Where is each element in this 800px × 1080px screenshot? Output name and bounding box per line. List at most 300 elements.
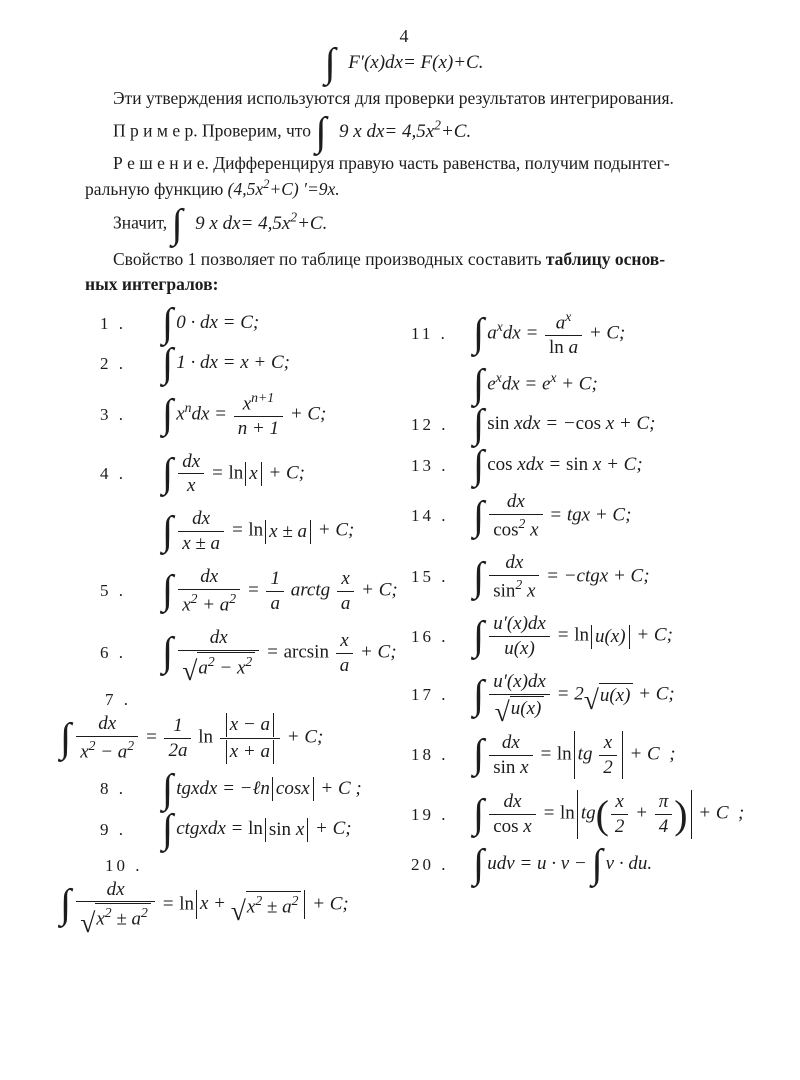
exponent: x [565, 308, 572, 324]
fraction [334, 630, 356, 677]
item-number: 15 . [411, 567, 449, 587]
math-function-name: ln [556, 743, 572, 765]
integral-sign: ∫ [473, 310, 485, 356]
denominator [76, 902, 155, 938]
math-text: = [140, 726, 163, 748]
square-root [80, 903, 151, 938]
exponent: 2 [518, 516, 526, 532]
math-text: = tgx + C; [544, 504, 632, 526]
table-row [60, 690, 405, 764]
integral-sign: ∫ [591, 841, 603, 887]
math-text: = [226, 520, 249, 542]
math-text: arctg [285, 579, 335, 601]
math-text: a [568, 336, 579, 358]
integral-sign: ∫ [324, 40, 336, 85]
numerator [336, 630, 354, 654]
table-column-left [60, 299, 405, 942]
math-text: x [295, 818, 305, 840]
math-text: udv = u · v − [487, 853, 592, 875]
item-number: 20 . [411, 854, 449, 874]
math-text: 4 [658, 816, 669, 838]
exponent: n+1 [251, 389, 275, 405]
radical-sign: √ [494, 696, 510, 728]
math-text: a [339, 654, 350, 676]
table-row [405, 671, 748, 728]
fraction [543, 309, 584, 359]
numerator [178, 451, 204, 475]
math-text: tg [580, 803, 596, 825]
math-text: = [534, 743, 557, 765]
formula [473, 361, 598, 407]
table-row [60, 340, 405, 386]
math-function-name: sin [487, 413, 515, 435]
denominator [655, 815, 673, 838]
exponent: 2 [190, 590, 198, 606]
formula [473, 613, 673, 660]
math-text: − a [95, 741, 128, 763]
math-text: + C; [355, 641, 397, 663]
math-text: + C; [356, 579, 398, 601]
property-bold-1: таблицу основ- [545, 249, 666, 270]
fraction [597, 732, 619, 779]
math-function-name: ln [228, 462, 244, 484]
item-number: 16 . [411, 626, 449, 646]
integral-sign: ∫ [162, 299, 174, 345]
formula [473, 671, 675, 728]
radicand [599, 683, 634, 707]
math-function-name: sin [565, 453, 593, 475]
math-text: x [603, 731, 613, 753]
property-line-2: ных интегралов: [85, 273, 219, 294]
math-function-name: ln [248, 520, 264, 542]
formula [162, 390, 326, 440]
math-text: u(x) [504, 638, 535, 660]
numerator [76, 879, 155, 903]
math-text: a [340, 592, 351, 614]
numerator [655, 791, 673, 815]
math-text: x + a [229, 740, 271, 762]
table-column-right [405, 309, 748, 942]
integral-sign: ∫ [473, 671, 485, 717]
math-text: dx [98, 713, 117, 735]
integral-sign: ∫ [171, 200, 183, 246]
denominator [489, 695, 550, 728]
radicand [197, 652, 255, 679]
item-number: 10 . [105, 855, 143, 875]
math-text: a [270, 592, 280, 614]
table-row [60, 855, 405, 938]
radical-sign: √ [80, 906, 96, 938]
math-text: cosx [275, 778, 310, 800]
math-text: dx [182, 450, 201, 472]
math-function-name: cos [493, 519, 519, 541]
absolute-value [272, 777, 314, 801]
table-row [60, 299, 405, 345]
integral-sign: ∫ [315, 108, 327, 154]
math-text: dx = [502, 322, 544, 344]
math-text: xdx = [517, 453, 566, 475]
item-number: 9 . [100, 819, 126, 839]
exponent: 2 [263, 176, 270, 191]
item-number: 12 . [411, 415, 449, 435]
denominator [489, 756, 532, 779]
formula [162, 451, 305, 498]
math-text: = [156, 892, 180, 914]
numerator [178, 566, 240, 590]
table-row [405, 841, 748, 887]
item-number: 4 . [100, 463, 126, 483]
denominator [178, 651, 259, 687]
math-text: 2 [614, 816, 625, 838]
math-text: dx [501, 731, 520, 753]
formula [473, 552, 650, 602]
integral-sign: ∫ [473, 361, 485, 407]
item-number: 5 . [100, 581, 126, 600]
numerator [489, 732, 532, 756]
fraction [176, 627, 261, 687]
math-text: = [537, 803, 561, 825]
fraction [264, 568, 286, 615]
fraction [74, 878, 157, 938]
exponent: 2 [141, 905, 148, 921]
item-number: 14 . [411, 506, 449, 526]
math-text: u(x) [510, 697, 542, 719]
math-text: dx [200, 566, 219, 587]
formula [473, 731, 676, 780]
znachit-line [113, 200, 748, 246]
example-line [113, 108, 748, 154]
denominator [266, 592, 284, 615]
item-number: 3 . [100, 404, 126, 424]
fraction [487, 613, 552, 660]
math-text: x [523, 816, 532, 838]
exponent: 2 [245, 653, 253, 669]
fraction [176, 451, 206, 498]
formula [60, 878, 349, 938]
math-text: u(x) [599, 685, 631, 707]
intro-paragraph: Эти утверждения используются для проверки результатов интегрирования. [113, 88, 674, 109]
integral-sign: ∫ [162, 629, 174, 675]
math-text: + C; [556, 373, 598, 395]
integral-sign: ∫ [162, 340, 174, 386]
fraction [487, 671, 552, 728]
numerator [164, 715, 191, 739]
item-number: 1 . [100, 313, 126, 333]
table-row [60, 451, 405, 498]
absolute-value [574, 731, 623, 780]
math-function-name: ln [560, 803, 575, 825]
math-text: x [176, 402, 185, 424]
math-text: = [242, 579, 265, 601]
math-text: + C; [633, 683, 675, 705]
math-text: 1 [270, 567, 280, 589]
exponent: 2 [290, 209, 298, 225]
table-row [405, 441, 748, 487]
denominator [164, 739, 191, 762]
numerator [489, 613, 550, 637]
absolute-value [226, 713, 274, 737]
denominator [336, 654, 354, 677]
math-text: + C; [313, 520, 355, 542]
exponent: 2 [104, 905, 112, 921]
fraction [162, 715, 193, 762]
numerator [337, 568, 355, 592]
exponent: 2 [434, 117, 441, 133]
formula [60, 713, 323, 764]
fraction [609, 791, 631, 838]
math-text: u′(x)dx [493, 671, 546, 693]
math-function-name: ln [574, 625, 589, 647]
absolute-value [226, 740, 274, 764]
formula [473, 441, 643, 487]
math-function-name: cos [575, 413, 606, 435]
math-text: 9 x dx= 4,5x [185, 212, 291, 234]
math-function-name: sin [493, 756, 521, 778]
denominator [489, 576, 539, 602]
math-text: − x [214, 657, 246, 679]
math-text: + C; [282, 726, 324, 748]
absolute-value [265, 818, 308, 842]
radical-sign: √ [583, 683, 599, 715]
formula [162, 340, 290, 386]
math-text: xdx = − [514, 413, 576, 435]
exponent: 2 [291, 892, 299, 908]
exponent: x [495, 369, 502, 385]
exponent: 2 [127, 738, 135, 754]
integral-sign: ∫ [60, 880, 72, 926]
math-text: 9 x dx= 4,5x [329, 120, 435, 142]
fraction [487, 791, 538, 838]
table-row [405, 731, 748, 780]
numerator [599, 732, 617, 756]
item-number: 2 . [100, 353, 126, 373]
table-row [405, 613, 748, 660]
math-function-name: ln [179, 892, 194, 914]
integral-sign: ∫ [162, 806, 174, 852]
math-text: (4,5x [227, 178, 264, 199]
numerator [266, 568, 284, 592]
math-text: tgxdx = −ℓn [176, 777, 270, 799]
math-text: x + C; [592, 453, 643, 475]
table-row [405, 361, 748, 407]
denominator [489, 515, 542, 541]
integral-sign: ∫ [162, 450, 174, 496]
table-row [60, 806, 405, 852]
math-text: + C; [263, 462, 305, 484]
denominator [337, 592, 355, 615]
math-text: x [340, 629, 349, 651]
item-number: 19 . [411, 804, 449, 824]
formula [473, 309, 625, 359]
math-text: dx = e [501, 373, 551, 395]
math-text: + [630, 803, 653, 825]
math-text: a [487, 322, 497, 344]
denominator [234, 417, 283, 440]
exponent: x [496, 318, 503, 334]
math-text: x [246, 896, 256, 918]
radical-sign: √ [230, 894, 246, 926]
table-row [405, 401, 748, 447]
math-function-name: cos [493, 816, 524, 838]
math-text: + C; [310, 818, 352, 840]
math-text: = [261, 641, 284, 663]
math-text: + a [197, 594, 230, 616]
integral-sign: ∫ [473, 731, 485, 777]
numerator [489, 552, 539, 576]
math-text: +C) ′=9x. [269, 178, 340, 199]
math-text: dx [505, 552, 524, 574]
denominator [611, 815, 629, 838]
math-text: x [615, 791, 624, 813]
numerator [489, 791, 536, 815]
exponent: n [184, 399, 192, 415]
item-number: 11 . [411, 323, 448, 343]
absolute-value [196, 890, 305, 926]
table-row [60, 765, 405, 811]
formula [473, 841, 653, 887]
math-text: x ± a [269, 520, 308, 542]
math-text: x [522, 580, 536, 602]
integral-sign: ∫ [473, 841, 485, 887]
math-text: dx [506, 491, 525, 513]
square-root [583, 683, 634, 715]
property-line-1 [113, 247, 748, 272]
integral-sign: ∫ [162, 567, 174, 613]
numerator [611, 791, 629, 815]
numerator [178, 508, 224, 532]
item-number: 17 . [411, 685, 449, 705]
table-row [60, 627, 405, 687]
table-row [60, 390, 405, 440]
math-text: dx [503, 791, 522, 813]
denominator [489, 637, 550, 660]
fraction [487, 732, 534, 779]
math-text: x − a [229, 714, 271, 736]
integral-sign: ∫ [473, 441, 485, 487]
absolute-value [591, 625, 630, 649]
fraction [487, 552, 541, 602]
exponent: 2 [229, 590, 237, 606]
math-text: dx = [191, 402, 232, 424]
math-text: x [341, 567, 350, 589]
solution-line-1: Р е ш е н и е. Дифференцируя правую часть равенства, получим подынтег- [113, 152, 670, 173]
math-text: + C ; [693, 803, 745, 825]
math-text: x [249, 462, 258, 484]
formula [473, 401, 656, 447]
math-text: ± a [262, 896, 292, 918]
math-text: x [520, 756, 529, 778]
integral-table [60, 299, 748, 942]
square-root [494, 696, 545, 728]
math-text: a [555, 312, 566, 334]
table-row [60, 566, 405, 616]
integral-sign: ∫ [473, 401, 485, 447]
math-text: + C; [631, 625, 673, 647]
fraction [74, 713, 140, 763]
fraction [653, 791, 675, 838]
fraction [176, 566, 242, 616]
item-number: 8 . [100, 779, 126, 799]
fraction [487, 491, 544, 541]
parenthesized-group: ( $\frac{x}{2}$ + $\frac{\pi}{4}$ ) [595, 791, 688, 838]
denominator [76, 737, 138, 763]
math-function-name: ln [198, 726, 218, 748]
math-text: x [186, 475, 196, 497]
znachit-formula [171, 200, 328, 246]
math-text: u′(x)dx [493, 613, 546, 635]
square-root [230, 891, 302, 926]
fraction [218, 713, 282, 764]
radicand [510, 696, 545, 720]
math-text: = −ctgx + C; [541, 565, 650, 587]
solution-line-2 [85, 176, 748, 202]
math-text: dx [192, 508, 211, 530]
math-function-name: sin [268, 818, 296, 840]
math-text: x [242, 392, 252, 414]
denominator [599, 756, 617, 779]
radical-sign: √ [182, 655, 198, 687]
math-text: F′(x)dx= F(x)+C. [338, 52, 484, 74]
exponent: 2 [255, 892, 263, 908]
radicand [95, 903, 151, 930]
math-text: 2 [603, 756, 613, 778]
fraction [232, 390, 285, 440]
denominator [489, 815, 536, 838]
math-text: π [658, 791, 669, 813]
math-text: a [198, 657, 208, 679]
znachit-label: Значит, [113, 212, 168, 233]
math-text: +C. [297, 212, 328, 234]
math-text: + C; [285, 402, 327, 424]
radicand [246, 891, 302, 918]
math-text: + C ; [624, 743, 676, 765]
formula [162, 299, 260, 345]
paren-content [609, 791, 674, 838]
math-text: 2a [168, 739, 188, 761]
derivative-check-formula [227, 176, 340, 199]
math-text: x [96, 908, 105, 930]
numerator [178, 627, 259, 651]
math-text: +C. [440, 120, 472, 142]
denominator [220, 739, 280, 764]
math-text: dx [106, 878, 125, 900]
formula [162, 765, 362, 811]
main-formula [60, 40, 748, 85]
page-number: 4 [399, 26, 409, 46]
numerator [220, 713, 280, 739]
formula [162, 508, 354, 555]
formula [162, 566, 398, 616]
formula [473, 491, 631, 541]
integral-sign: ∫ [162, 390, 174, 436]
numerator [489, 491, 542, 515]
math-function-name: ln [248, 818, 263, 840]
integral-sign: ∫ [473, 612, 485, 658]
item-number: 13 . [411, 455, 449, 475]
exponent: 2 [88, 738, 96, 754]
math-text: + C; [584, 322, 626, 344]
item-number: 18 . [411, 745, 449, 765]
property-prefix: Свойство 1 позволяет по таблице производных составить [113, 249, 546, 270]
math-text: ctgxdx = [176, 818, 249, 840]
item-number: 7 . [105, 690, 131, 710]
integral-sign: ∫ [473, 791, 485, 837]
math-text: = 2 [551, 683, 584, 705]
formula [162, 806, 352, 852]
math-text: = [206, 462, 229, 484]
fraction [335, 568, 357, 615]
table-row [405, 491, 748, 541]
